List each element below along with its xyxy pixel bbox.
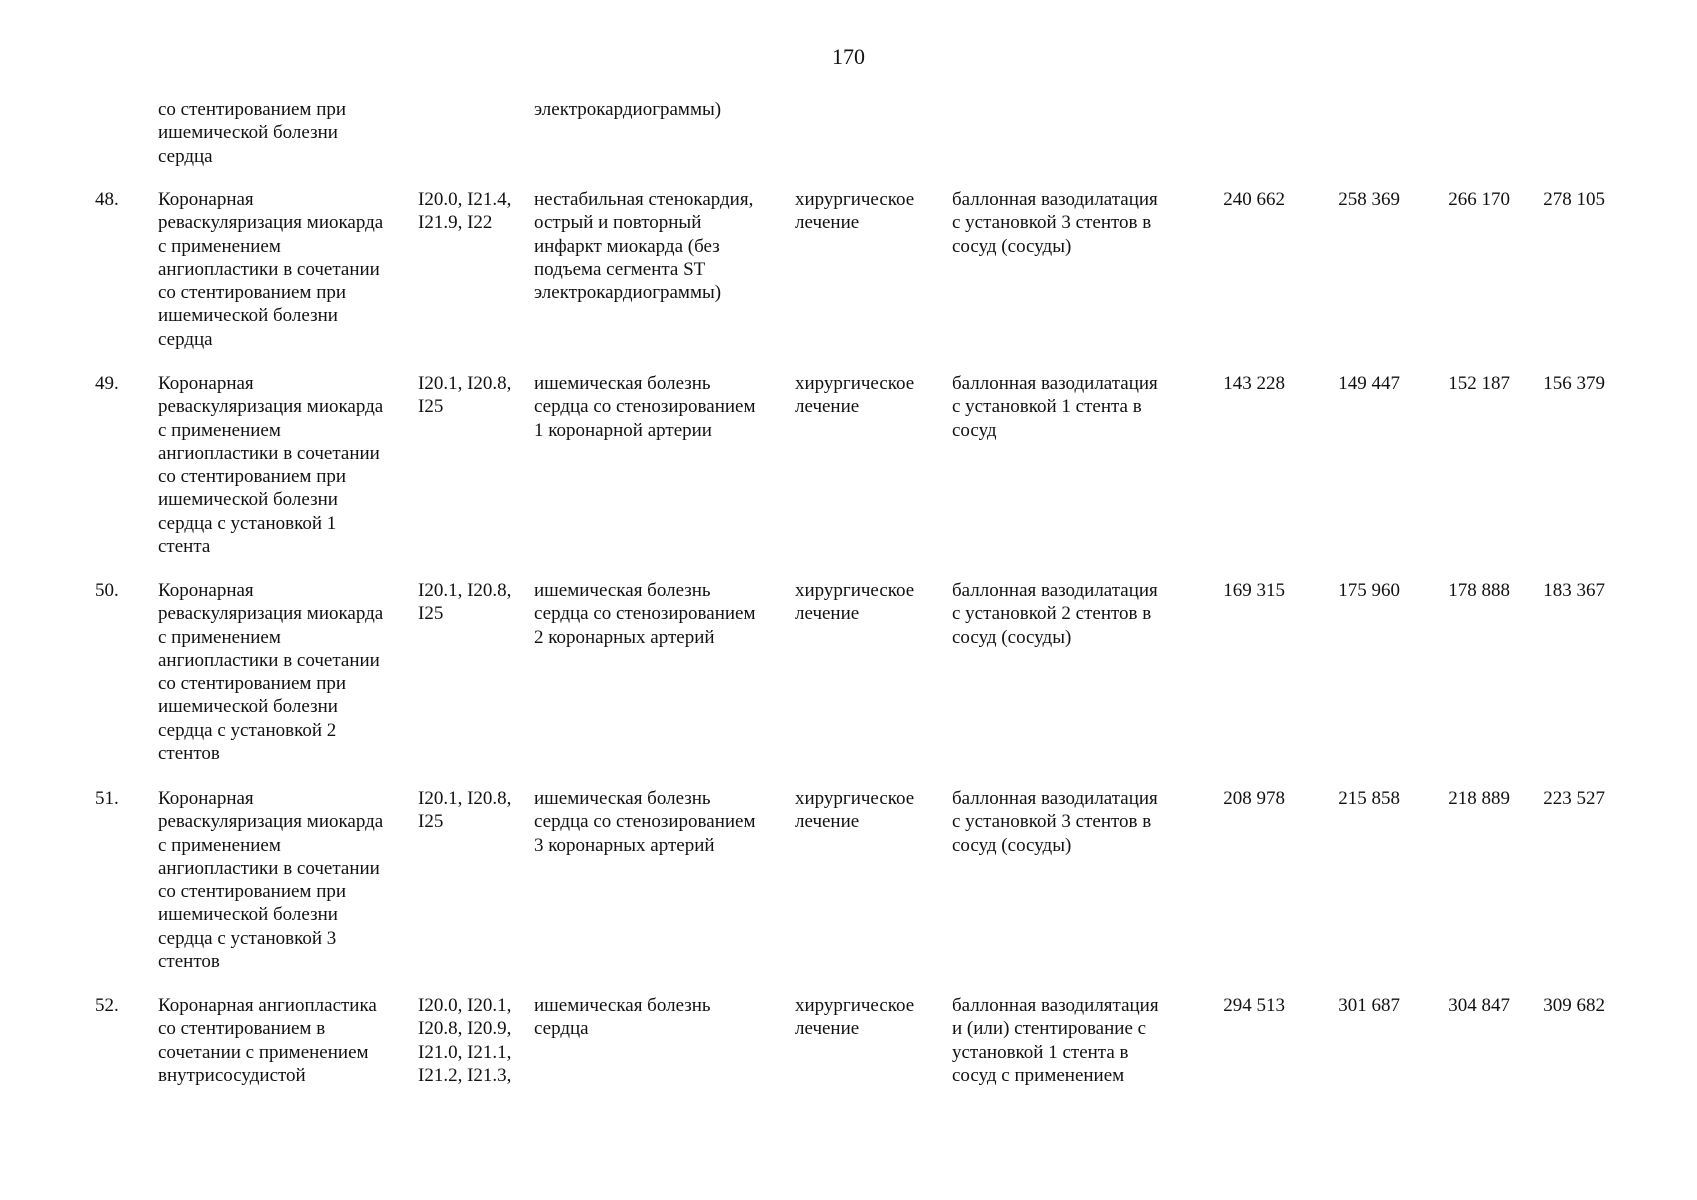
treatment-method-cell: баллонная вазодилатация с установкой 3 стентов в сосуд (сосуды) bbox=[952, 788, 1158, 856]
cost-value-cell: 309 682 bbox=[1543, 995, 1605, 1016]
cost-value-cell: 218 889 bbox=[1448, 788, 1510, 809]
cost-value-cell: 143 228 bbox=[1223, 373, 1285, 394]
row-number-cell: 50. bbox=[95, 580, 119, 601]
treatment-type-cell: хирургическое лечение bbox=[795, 995, 915, 1040]
treatment-method-cell: баллонная вазодилатация с установкой 3 стентов в сосуд (сосуды) bbox=[952, 189, 1158, 257]
cost-value-cell: 223 527 bbox=[1543, 788, 1605, 809]
cost-value-cell: 294 513 bbox=[1223, 995, 1285, 1016]
icd-codes-cell: I20.1, I20.8, I25 bbox=[418, 580, 512, 625]
cost-value-cell: 258 369 bbox=[1338, 189, 1400, 210]
icd-codes-cell: I20.1, I20.8, I25 bbox=[418, 373, 512, 418]
row-number-cell: 51. bbox=[95, 788, 119, 809]
cost-value-cell: 152 187 bbox=[1448, 373, 1510, 394]
patient-model-cell: нестабильная стенокардия, острый и повторный инфаркт миокарда (без подъема сегмента ST электрокардиограммы) bbox=[534, 189, 754, 304]
cost-value-cell: 175 960 bbox=[1338, 580, 1400, 601]
row-number-cell: 48. bbox=[95, 189, 119, 210]
treatment-type-cell: хирургическое лечение bbox=[795, 189, 915, 234]
cost-value-cell: 301 687 bbox=[1338, 995, 1400, 1016]
icd-codes-cell: I20.0, I20.1, I20.8, I20.9, I21.0, I21.1, I21.2, I21.3, bbox=[418, 995, 512, 1086]
cost-value-cell: 208 978 bbox=[1223, 788, 1285, 809]
patient-model-cell: ишемическая болезнь сердца со стенозированием 3 коронарных артерий bbox=[534, 788, 756, 856]
cost-value-cell: 156 379 bbox=[1543, 373, 1605, 394]
treatment-type-cell: хирургическое лечение bbox=[795, 580, 915, 625]
icd-codes-cell: I20.1, I20.8, I25 bbox=[418, 788, 512, 833]
patient-model-cell: ишемическая болезнь сердца со стенозированием 2 коронарных артерий bbox=[534, 580, 756, 648]
treatment-method-cell: баллонная вазодилатация с установкой 1 стента в сосуд bbox=[952, 373, 1158, 441]
cost-value-cell: 149 447 bbox=[1338, 373, 1400, 394]
treatment-method-cell: баллонная вазодилятация и (или) стентирование с установкой 1 стента в сосуд с применением bbox=[952, 995, 1159, 1086]
patient-model-cell: ишемическая болезнь сердца со стенозированием 1 коронарной артерии bbox=[534, 373, 756, 441]
treatment-type-cell: хирургическое лечение bbox=[795, 373, 915, 418]
cost-value-cell: 278 105 bbox=[1543, 189, 1605, 210]
icd-codes-cell: I20.0, I21.4, I21.9, I22 bbox=[418, 189, 512, 234]
cost-value-cell: 178 888 bbox=[1448, 580, 1510, 601]
patient-model-cell: электрокардиограммы) bbox=[534, 99, 722, 120]
service-name-cell: Коронарная ангиопластика со стентированием в сочетании с применением внутрисосудистой bbox=[158, 995, 377, 1086]
row-number-cell: 52. bbox=[95, 995, 119, 1016]
service-name-cell: Коронарная реваскуляризация миокарда с применением ангиопластики в сочетании со стентированием при ишемической болезни сердца bbox=[158, 189, 384, 350]
treatment-type-cell: хирургическое лечение bbox=[795, 788, 915, 833]
patient-model-cell: ишемическая болезнь сердца bbox=[534, 995, 711, 1040]
cost-value-cell: 215 858 bbox=[1338, 788, 1400, 809]
cost-value-cell: 266 170 bbox=[1448, 189, 1510, 210]
cost-value-cell: 169 315 bbox=[1223, 580, 1285, 601]
treatment-method-cell: баллонная вазодилатация с установкой 2 стентов в сосуд (сосуды) bbox=[952, 580, 1158, 648]
cost-value-cell: 183 367 bbox=[1543, 580, 1605, 601]
service-name-cell: Коронарная реваскуляризация миокарда с применением ангиопластики в сочетании со стентированием при ишемической болезни сердца с установкой 3 стентов bbox=[158, 788, 384, 973]
service-name-cell: Коронарная реваскуляризация миокарда с применением ангиопластики в сочетании со стентированием при ишемической болезни сердца с установкой 1 стента bbox=[158, 373, 384, 558]
page-number: 170 bbox=[832, 44, 865, 69]
cost-value-cell: 304 847 bbox=[1448, 995, 1510, 1016]
service-name-cell: Коронарная реваскуляризация миокарда с применением ангиопластики в сочетании со стентированием при ишемической болезни сердца с установкой 2 стентов bbox=[158, 580, 384, 765]
service-name-cell: со стентированием при ишемической болезни сердца bbox=[158, 99, 347, 167]
cost-value-cell: 240 662 bbox=[1223, 189, 1285, 210]
row-number-cell: 49. bbox=[95, 373, 119, 394]
